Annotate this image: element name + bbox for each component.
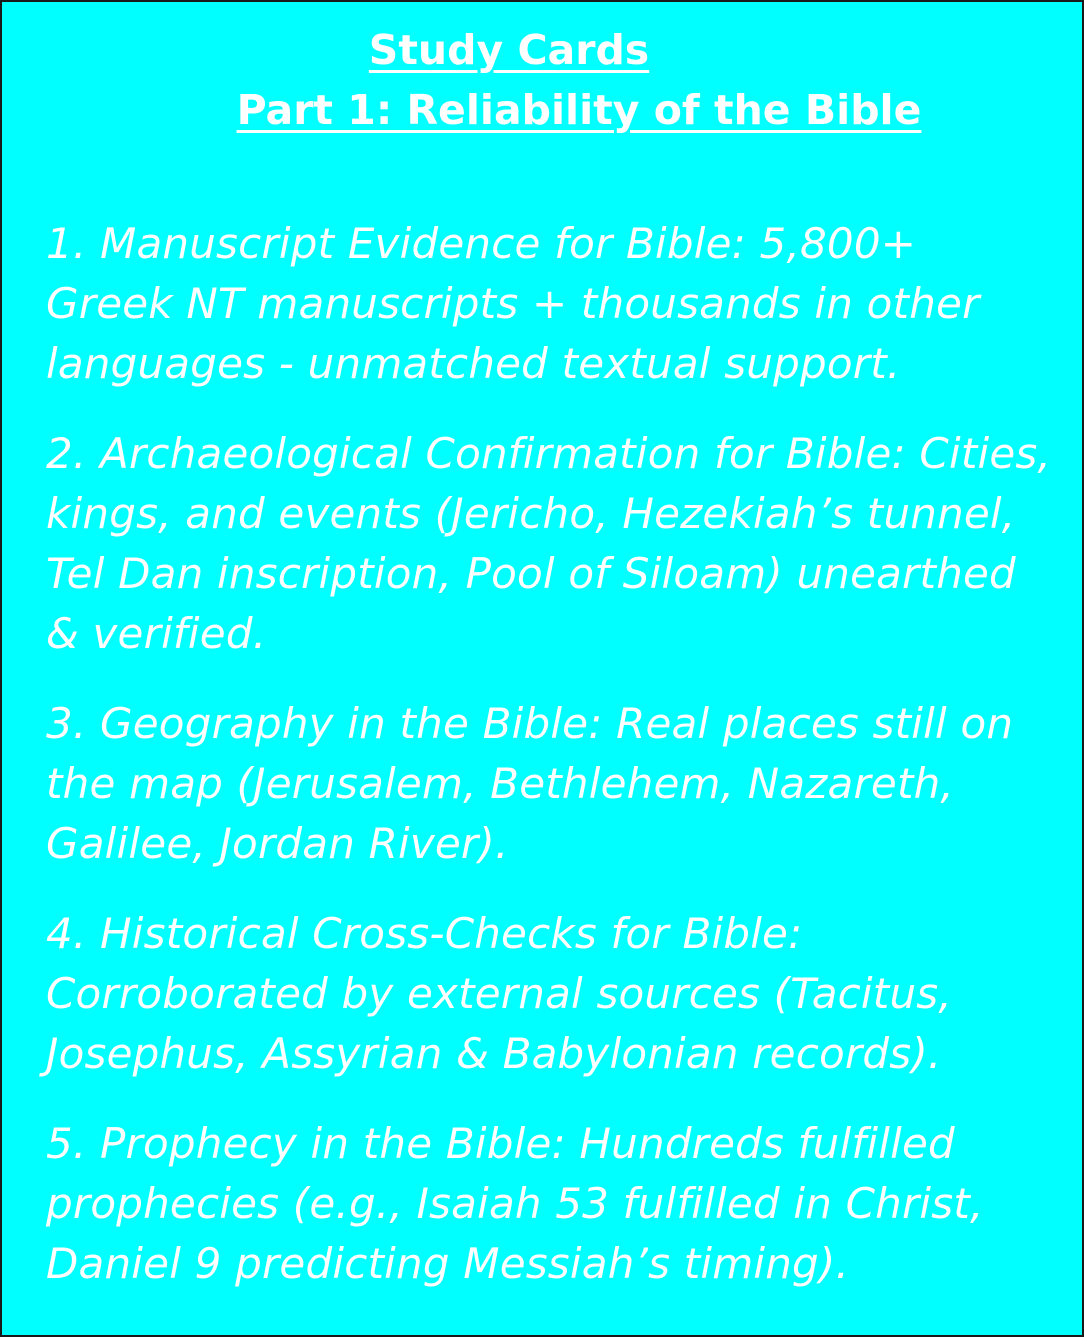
study-point-1: 1. Manuscript Evidence for Bible: 5,800+ Greek NT manuscripts + thousands in other languages - unmatched textual support. xyxy=(46,219,980,388)
study-points-list xyxy=(46,214,1056,1324)
study-point-3: 3. Geography in the Bible: Real places still on the map (Jerusalem, Bethlehem, Nazareth, Galilee, Jordan River). xyxy=(46,699,1014,868)
card-title: Study Cards xyxy=(368,26,650,74)
card-header xyxy=(2,20,1084,140)
study-point-5: 5. Prophecy in the Bible: Hundreds fulfilled prophecies (e.g., Isaiah 53 fulfilled in Christ, Daniel 9 predicting Messiah’s timing). xyxy=(46,1119,984,1288)
study-point-2: 2. Archaeological Confirmation for Bible: Cities, kings, and events (Jericho, Hezekiah’s tunnel, Tel Dan inscription, Pool of Siloam) unearthed & verified. xyxy=(46,429,1052,658)
study-point-4: 4. Historical Cross-Checks for Bible: Corroborated by external sources (Tacitus, Josephus, Assyrian & Babylonian records). xyxy=(46,909,952,1078)
card-subtitle: Part 1: Reliability of the Bible xyxy=(236,86,922,134)
